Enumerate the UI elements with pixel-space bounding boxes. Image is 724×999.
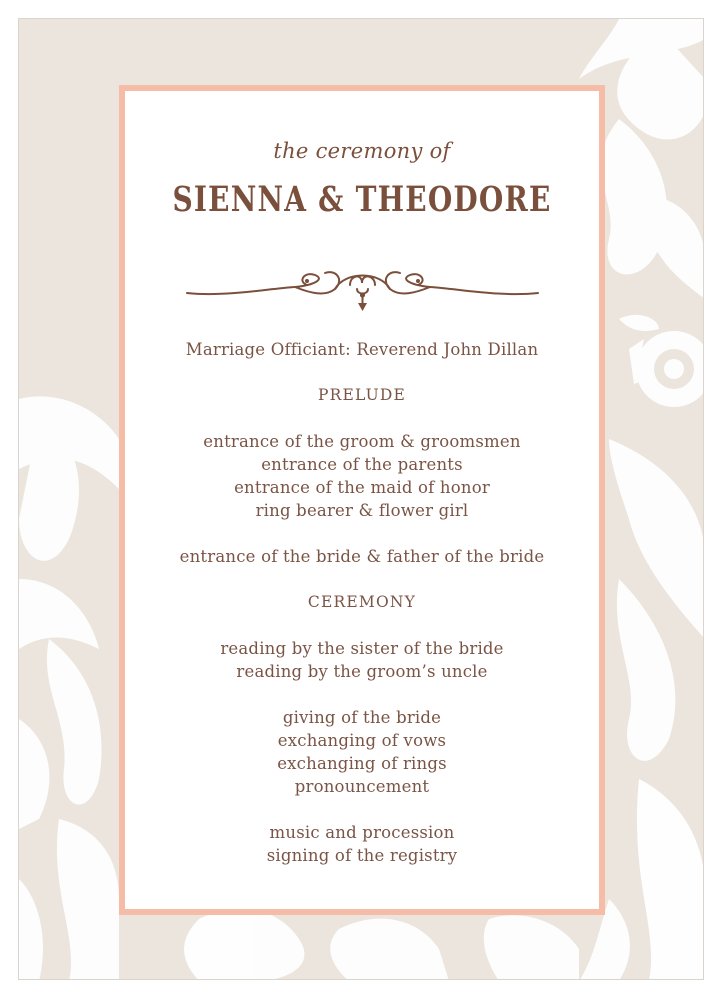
program-content <box>125 91 599 909</box>
ceremony-heading: CEREMONY <box>307 593 417 611</box>
couple-names: SIENNA & THEODORE <box>172 179 552 220</box>
program-frame <box>119 85 605 915</box>
ceremony-item: exchanging of rings <box>277 754 447 773</box>
bride-entrance-line: entrance of the bride & father of the bride <box>179 547 545 566</box>
prelude-heading: PRELUDE <box>317 386 407 404</box>
ceremony-item: giving of the bride <box>282 708 442 727</box>
reading-item: reading by the groom’s uncle <box>236 662 488 681</box>
prelude-item: entrance of the groom & groomsmen <box>203 432 521 451</box>
officiant-line: Marriage Officiant: Reverend John Dillan <box>185 340 539 359</box>
flourish-divider-icon <box>185 259 540 317</box>
prelude-item: entrance of the parents <box>261 455 463 474</box>
reading-item: reading by the sister of the bride <box>220 639 504 658</box>
script-title: the ceremony of <box>273 139 451 163</box>
closing-item: music and procession <box>269 823 455 842</box>
program-order <box>125 338 599 867</box>
ceremony-item: pronouncement <box>294 777 430 796</box>
program-card <box>18 18 704 980</box>
prelude-item: ring bearer & flower girl <box>255 501 469 520</box>
closing-item: signing of the registry <box>266 846 458 865</box>
ceremony-item: exchanging of vows <box>277 731 447 750</box>
prelude-item: entrance of the maid of honor <box>234 478 490 497</box>
